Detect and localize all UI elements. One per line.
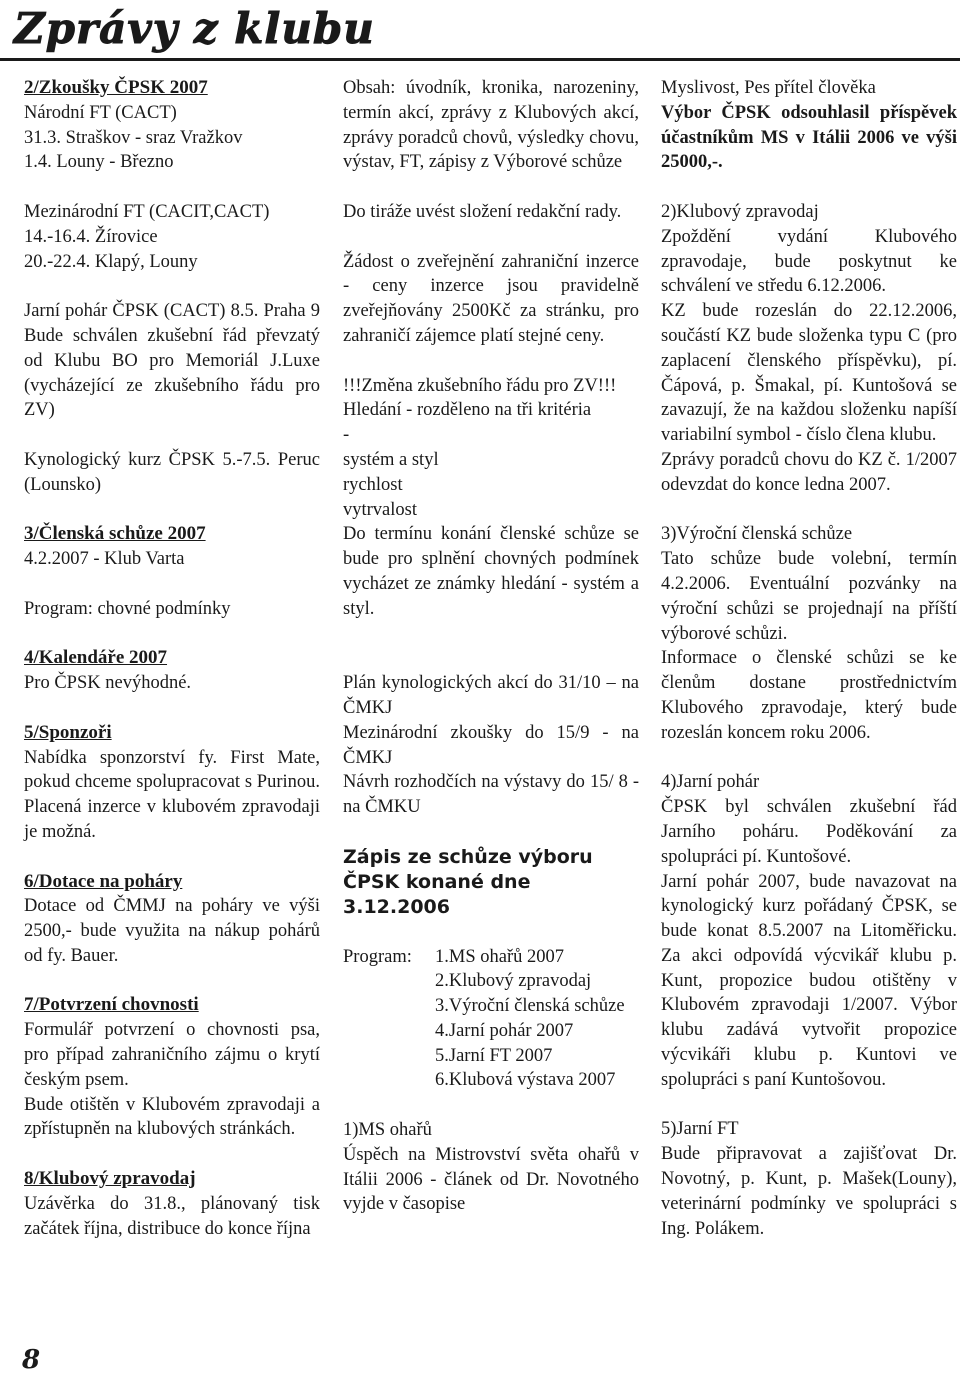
paragraph: Myslivost, Pes přítel člověka: [661, 78, 876, 98]
paragraph: KZ bude rozeslán do 22.12.2006, součástí KZ bude složenka typu C (pro zaplacení členského příspěvku), pí. Čápová, p. Šmakal, pí. Kuntošová se zavazují, že na každou složenku napíší variabilní symbol - číslo člena klubu.: [661, 301, 957, 446]
text-line: Hledání - rozděleno na tři kritéria: [343, 400, 592, 421]
text-line: -: [343, 425, 350, 446]
paragraph: Obsah: úvodník, kronika, narozeniny, termín akcí, zprávy z Klubových akcí, zprávy poradců chovů, výsledky chovu, výstav, FT, zápisy z Výborové schůze: [343, 78, 639, 173]
spacer: [343, 1093, 639, 1118]
section-heading: 4/Kalendáře 2007: [24, 647, 168, 669]
spacer: [24, 175, 320, 200]
paragraph: Bude otištěn v Klubovém zpravodaji a zpřístupněn na klubových stránkách.: [24, 1094, 320, 1140]
text-line: Pro ČPSK nevýhodné.: [24, 673, 192, 694]
column-left: [24, 76, 320, 1241]
text-line: 2)Klubový zpravodaj: [661, 201, 819, 222]
text-line: Mezinárodní FT (CACIT,CACT): [24, 201, 270, 222]
spacer: [343, 225, 639, 250]
paragraph: Do tiráže uvést složení redakční rady.: [343, 201, 622, 222]
spacer: [24, 622, 320, 647]
spacer: [24, 969, 320, 994]
spacer: [24, 572, 320, 597]
text-line: rychlost: [343, 474, 403, 495]
ms-heading: 1)MS ohařů: [343, 1120, 432, 1141]
spacer: [24, 845, 320, 870]
paragraph: Žádost o zveřejnění zahraniční inzerce - ceny inzerce jsou pravidelně zveřejňovány 2500Kč za stránku, pro zahraničí zájemce platí stejné ceny.: [343, 251, 639, 346]
text-line: systém a styl: [343, 449, 439, 470]
paragraph: Mezinárodní zkoušky do 15/9 - na ČMKJ: [343, 722, 639, 768]
paragraph: Zpoždění vydání Klubového zpravodaje, bude poskytnut ke schválení ve středu 6.12.2006.: [661, 226, 957, 297]
text-line: 31.3. Straškov - sraz Vražkov: [24, 127, 243, 148]
page-number: 8: [22, 1345, 41, 1375]
paragraph: Formulář potvrzení o chovnosti psa, pro případ zahraničního zájmu o krytí českým psem.: [24, 1020, 320, 1090]
spacer: [661, 746, 957, 771]
header-rule: [0, 58, 960, 61]
text-line: vytrvalost: [343, 499, 417, 520]
program-item: 3.Výroční členská schůze: [435, 996, 625, 1017]
program-item: 6.Klubová výstava 2007: [435, 1070, 616, 1091]
paragraph: Bude připravovat a zajišťovat Dr. Novotný, p. Kunt, p. Mašek(Louny), veterinární podmínky ve spolupráci s Ing. Polákem.: [661, 1144, 957, 1239]
paragraph: Dotace od ČMMJ na poháry ve výši 2500,- bude využita na nákup pohárů od fy. Bauer.: [24, 896, 320, 966]
column-middle: [343, 76, 639, 1217]
spacer: [24, 1142, 320, 1167]
spacer: [661, 175, 957, 200]
section-heading: 2/Zkoušky ČPSK 2007: [24, 77, 208, 98]
spacer: [661, 498, 957, 523]
text-line: 14.-16.4. Žírovice: [24, 226, 158, 247]
meeting-minutes-heading: Zápis ze schůze výboru ČPSK konané dne 3.12.2006: [343, 845, 593, 918]
spacer: [343, 820, 639, 845]
program-item: 5.Jarní FT 2007: [435, 1045, 553, 1066]
spacer: [343, 175, 639, 200]
paragraph: Kynologický kurz ČPSK 5.-7.5. Peruc (Lounsko): [24, 449, 320, 495]
paragraph: Jarní pohár 2007, bude navazovat na kynologický kurz pořádaný ČPSK, se bude konat 8.5.2007 na Litoměřicku. Za akci odpovídá výcvikář klubu p. Kunt, propozice budou otištěny v Klubovém zpravodaji 1/2007. Výbor klubu zadává vytvořit propozice výcvikáři klubu p. Kuntovi ve spolupráci s paní Kuntošovou.: [661, 871, 957, 1090]
spacer: [343, 646, 639, 671]
text-line: Národní FT (CACT): [24, 102, 177, 123]
paragraph: Plán kynologických akcí do 31/10 – na ČMKJ: [343, 673, 639, 718]
text-line: 4)Jarní pohár: [661, 772, 760, 793]
program-block: [343, 945, 639, 1094]
program-item: 2.Klubový zpravodaj: [435, 971, 592, 992]
spacer: [24, 696, 320, 721]
paragraph: Zprávy poradců chovu do KZ č. 1/2007 odevzdat do konce ledna 2007.: [661, 449, 957, 495]
page-header-title: Zprávy z klubu: [14, 4, 375, 53]
paragraph: Nabídka sponzorství fy. First Mate, pokud chceme spolupracovat s Purinou. Placená inzerce v klubovém zpravodaji je možná.: [24, 747, 320, 842]
paragraph: Uzávěrka do 31.8., plánovaný tisk začátek října, distribuce do konce října: [24, 1193, 320, 1239]
section-heading: 6/Dotace na poháry: [24, 870, 183, 892]
text-line: 1.4. Louny - Březno: [24, 152, 174, 173]
column-right: [661, 76, 957, 1241]
column-middle-flow: [343, 76, 639, 820]
bold-paragraph: Výbor ČPSK odsouhlasil příspěvek účastníkům MS v Itálii 2006 ve výši 25000,-.: [661, 102, 957, 173]
section-heading: 3/Členská schůze 2007: [24, 523, 206, 545]
text-line: 4.2.2007 - Klub Varta: [24, 549, 185, 570]
spacer: [343, 920, 639, 945]
ms-paragraph: Úspěch na Mistrovství světa ohařů v Itálii 2006 - článek od Dr. Novotného vyjde v časopise: [343, 1144, 639, 1215]
spacer: [24, 274, 320, 299]
paragraph: Do termínu konání členské schůze se bude pro splnění chovných podmínek vycházet ze známky hledání - systém a styl.: [343, 524, 639, 619]
program-list: [435, 945, 625, 1094]
paragraph: Jarní pohár ČPSK (CACT) 8.5. Praha 9 Bude schválen zkušební řád převzatý od Klubu BO pro Memoriál J.Luxe (vycházející ze zkušebního řádu pro ZV): [24, 301, 320, 421]
spacer: [24, 498, 320, 523]
text-line: 20.-22.4. Klapý, Louny: [24, 251, 198, 272]
program-item: 4.Jarní pohár 2007: [435, 1020, 574, 1041]
text-line: 3)Výroční členská schůze: [661, 524, 853, 545]
program-label: Program:: [343, 946, 412, 967]
paragraph: ČPSK byl schválen zkušební řád Jarního poháru. Poděkování za spolupráci pí. Kuntošové.: [661, 797, 957, 867]
paragraph: Informace o členské schůzi se ke členům dostane prostřednictvím Klubového zpravodaje, který bude rozeslán koncem roku 2006.: [661, 648, 957, 743]
spacer: [661, 1093, 957, 1118]
paragraph: !!!Změna zkušebního řádu pro ZV!!!: [343, 375, 617, 396]
program-item: 1.MS ohařů 2007: [435, 946, 564, 967]
section-heading: 7/Potvrzení chovnosti: [24, 994, 199, 1016]
paragraph: Návrh rozhodčích na výstavy do 15/ 8 - na ČMKU: [343, 772, 639, 818]
text-line: Program: chovné podmínky: [24, 598, 231, 619]
section-heading: 8/Klubový zpravodaj: [24, 1168, 196, 1190]
spacer: [24, 423, 320, 448]
paragraph: Tato schůze bude volební, termín 4.2.2006. Eventuální pozvánky na výroční schůzi se projednají na příští výborové schůzi.: [661, 549, 957, 644]
section-heading: 5/Sponzoři: [24, 721, 112, 743]
spacer: [343, 622, 639, 647]
spacer: [343, 349, 639, 374]
text-line: 5)Jarní FT: [661, 1119, 739, 1140]
